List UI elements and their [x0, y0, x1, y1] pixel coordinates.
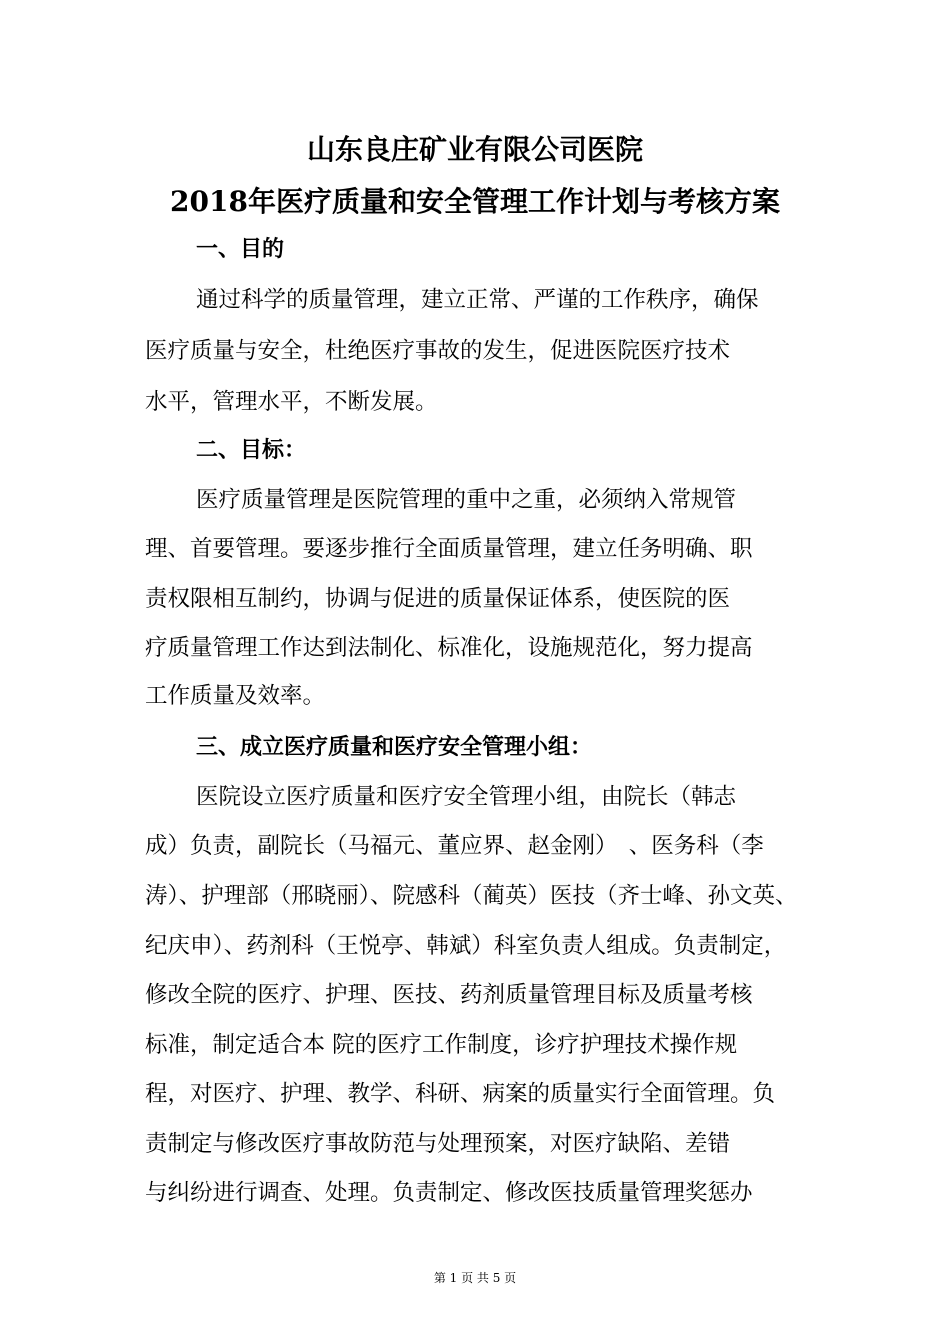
- paragraph-line: 责权限相互制约，协调与促进的质量保证体系，使医院的医: [145, 586, 731, 612]
- paragraph-line: 责制定与修改医疗事故防范与处理预案，对医疗缺陷、差错: [145, 1131, 731, 1157]
- page-footer: 第 1 页 共 5 页: [433, 1271, 517, 1285]
- section-heading-management-group: 三、成立医疗质量和医疗安全管理小组：: [196, 734, 593, 760]
- paragraph-line: 通过科学的质量管理，建立正常、严谨的工作秩序，确保: [196, 287, 759, 313]
- paragraph-line: 疗质量管理工作达到法制化、标准化，设施规范化，努力提高: [145, 635, 753, 661]
- paragraph-line: 标准，制定适合本 院的医疗工作制度，诊疗护理技术操作规: [145, 1032, 738, 1058]
- document-title-line-2: 2018年医疗质量和安全管理工作计划与考核方案: [170, 185, 780, 218]
- paragraph-line: 医疗质量管理是医院管理的重中之重，必须纳入常规管: [196, 487, 737, 513]
- paragraph-line: 理、首要管理。要逐步推行全面质量管理，建立任务明确、职: [145, 536, 753, 562]
- paragraph-line: 纪庆申）、药剂科（王悦亭、韩斌）科室负责人组成。负责制定，: [145, 933, 787, 959]
- paragraph-line: 与纠纷进行调查、处理。负责制定、修改医技质量管理奖惩办: [145, 1180, 753, 1206]
- paragraph-line: 成）负责，副院长（马福元、董应界、赵金刚） 、医务科（李: [145, 833, 764, 859]
- document-title-line-1: 山东良庄矿业有限公司医院: [306, 133, 643, 166]
- paragraph-line: 修改全院的医疗、护理、医技、药剂质量管理目标及质量考核: [145, 982, 753, 1008]
- paragraph-line: 医院设立医疗质量和医疗安全管理小组，由院长（韩志: [196, 784, 737, 810]
- paragraph-line: 程，对医疗、护理、教学、科研、病案的质量实行全面管理。负: [145, 1081, 776, 1107]
- section-heading-purpose: 一、目的: [196, 236, 285, 262]
- section-heading-goal: 二、目标：: [196, 437, 307, 463]
- paragraph-line: 医疗质量与安全，杜绝医疗事故的发生，促进医院医疗技术: [145, 338, 731, 364]
- paragraph-line: 水平，管理水平，不断发展。: [145, 389, 438, 415]
- paragraph-line: 工作质量及效率。: [145, 683, 326, 709]
- paragraph-line: 涛）、护理部（邢晓丽）、院感科（蔺英）医技（齐士峰、孙文英、: [145, 883, 798, 909]
